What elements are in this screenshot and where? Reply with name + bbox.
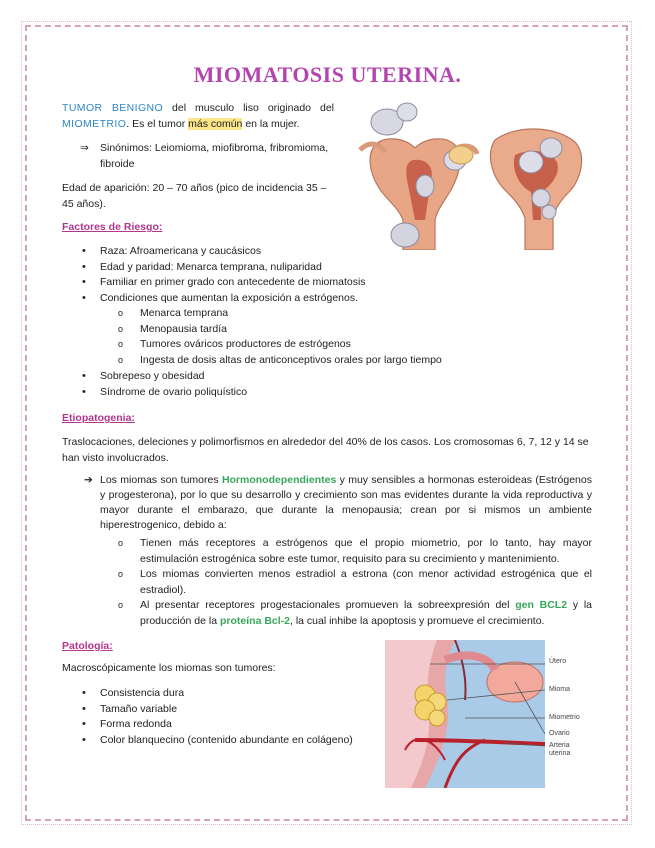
intro-paragraph: TUMOR BENIGNO del musculo liso originado del MIOMETRIO. Es el tumor más común en la mujer.: [62, 102, 334, 130]
list-item: • Edad y paridad: Menarca temprana, nuliparidad: [62, 260, 542, 276]
uterus-right-drawing: [490, 129, 581, 250]
label-arteria-uterina: Arteria uterina: [549, 742, 571, 757]
right-arrow-icon: ➔: [84, 474, 93, 486]
term-tumor-benigno: TUMOR BENIGNO: [62, 102, 164, 114]
age-paragraph: Edad de aparición: 20 – 70 años (pico de incidencia 35 – 45 años).: [62, 182, 327, 210]
section-heading-patologia: Patología:: [62, 640, 113, 652]
label-mioma: Mioma: [549, 686, 571, 693]
term-miometrio: MIOMETRIO: [62, 118, 127, 130]
list-item: o Al presentar receptores progestacionales promueven la sobreexpresión del gen BCL2 y la producción de la proteína Bcl-2, la cual inhibe la apoptosis y promueve el crecimiento.: [110, 598, 592, 629]
label-ovario: Ovario: [549, 730, 570, 737]
list-item: o Ingesta de dosis altas de anticonceptivos orales por largo tiempo: [110, 353, 570, 369]
list-item: • Familiar en primer grado con antecedente de miomatosis: [62, 275, 542, 291]
highlight-mas-comun: más común: [188, 118, 243, 130]
list-item: o Los miomas convierten menos estradiol a estrona (con menor actividad estrogénica que el estradiol).: [110, 567, 592, 598]
etio-arrow-paragraph: ➔ Los miomas son tumores Hormonodependientes y muy sensibles a hormonas esteroideas (Estrógenos y progesterona), por lo que su desarrollo y crecimiento son mas evidentes durante la vida reproductiva y mayor durante el embarazo, que durante la menopausia; crean por si mismos un ambiente hiperestrogenico, debido a:: [84, 474, 592, 531]
synonyms-line: ⇒ Sinónimos: Leiomioma, miofibroma, fribromioma, fibroide: [80, 142, 329, 170]
uterus-left-drawing: [360, 103, 477, 250]
fibroid-cross-section-figure: [385, 640, 615, 788]
list-item: o Tienen más receptores a estrógenos que el propio miometrio, por lo tanto, hay mayor estimulación estrogénica sobre este tumor, requisito para su crecimiento y mantenimiento.: [110, 536, 592, 567]
list-item: • Síndrome de ovario poliquístico: [62, 385, 542, 401]
list-item: • Sobrepeso y obesidad: [62, 369, 542, 385]
term-gen-bcl2: gen BCL2: [515, 599, 568, 611]
list-item: • Forma redonda: [62, 717, 372, 733]
list-item: o Menarca temprana: [110, 306, 570, 322]
section-heading-risk: Factores de Riesgo:: [62, 221, 163, 233]
etio-sublist: [110, 536, 592, 629]
pathology-list: [62, 686, 372, 748]
section-heading-etiopatogenia: Etiopatogenia:: [62, 412, 135, 424]
list-item: • Raza: Afroamericana y caucásicos: [62, 244, 542, 260]
list-item: o Menopausia tardía: [110, 322, 570, 338]
list-item: • Consistencia dura: [62, 686, 372, 702]
list-item: o Tumores ováricos productores de estrógenos: [110, 337, 570, 353]
label-miometrio: Miometrio: [549, 714, 580, 721]
term-proteina-bcl2: proteína Bcl-2: [219, 614, 290, 627]
arrow-icon: ⇒: [80, 142, 89, 154]
risk-list: [62, 244, 542, 306]
term-hormonodependientes: Hormonodependientes: [221, 474, 337, 486]
label-utero: Útero: [549, 658, 567, 665]
risk-list-continued: [62, 369, 542, 400]
fibroid-cross-section-illustration: [385, 640, 545, 788]
uterus-fibroids-illustration: [355, 100, 595, 250]
list-item: • Tamaño variable: [62, 702, 372, 718]
risk-sublist: [110, 306, 570, 368]
list-item: • Color blanquecino (contenido abundante en colágeno): [62, 733, 372, 749]
page-title: MIOMATOSIS UTERINA.: [193, 62, 462, 87]
pato-paragraph: Macroscópicamente los miomas son tumores:: [62, 662, 276, 674]
list-item: • Condiciones que aumentan la exposición a estrógenos.: [62, 291, 542, 307]
etio-paragraph: Traslocaciones, deleciones y polimorfismos en alrededor del 40% de los casos. Los cromosomas 6, 7, 12 y 14 se han visto involucrados.: [62, 436, 589, 464]
